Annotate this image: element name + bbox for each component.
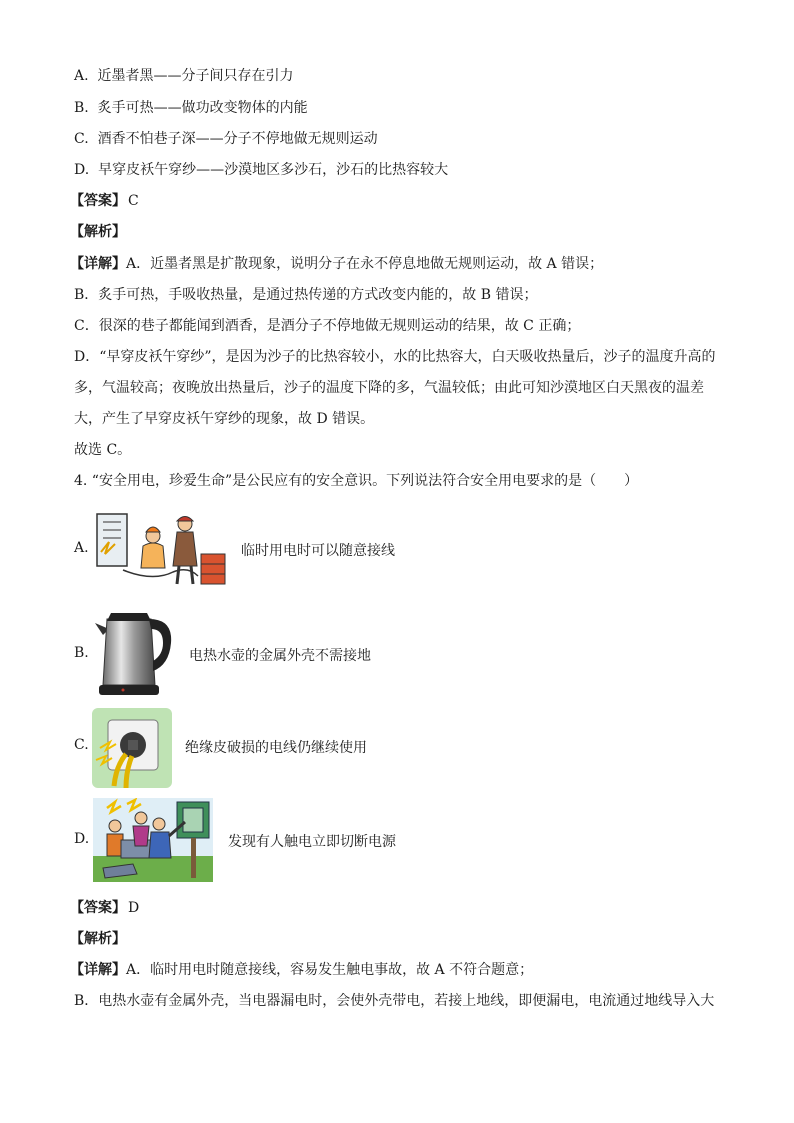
option-b-letter: B. — [74, 645, 89, 661]
detail-line: 多，气温较高；夜晚放出热量后，沙子的温度下降的多，气温较低；由此可知沙漠地区白天黑夜的温差 — [74, 380, 704, 396]
damaged-cord-socket-icon — [92, 708, 172, 788]
answer-tag: 【答案】 — [70, 900, 126, 916]
option-b: B. 炙手可热——做功改变物体的内能 — [74, 100, 308, 116]
analysis-heading: 【解析】 — [70, 931, 126, 947]
option-a-text: 临时用电时可以随意接线 — [241, 543, 395, 559]
option-d-letter: D. — [74, 831, 90, 847]
answer-value: D — [128, 900, 140, 916]
detail-line: D．“早穿皮袄午穿纱”，是因为沙子的比热容较小，水的比热容大，白天吸收热量后，沙子的温度升高的 — [74, 349, 716, 365]
option-d-text: 发现有人触电立即切断电源 — [228, 834, 396, 850]
answer-tag: 【答案】 — [70, 193, 126, 209]
detail-line: 【详解】A．近墨者黑是扩散现象，说明分子在永不停息地做无规则运动，故 A 错误； — [70, 256, 604, 272]
option-c-text: 绝缘皮破损的电线仍继续使用 — [185, 740, 367, 756]
option-d: D. 早穿皮袄午穿纱——沙漠地区多沙石，沙石的比热容较大 — [74, 162, 449, 178]
detail-line: B．炙手可热，手吸收热量，是通过热传递的方式改变内能的，故 B 错误； — [74, 287, 538, 303]
option-c: C. 酒香不怕巷子深——分子不停地做无规则运动 — [74, 131, 378, 147]
option-c-letter: C. — [74, 737, 89, 753]
electric-shock-rescue-icon — [93, 798, 213, 882]
analysis-heading: 【解析】 — [70, 224, 126, 240]
detail-line: C．很深的巷子都能闻到酒香，是酒分子不停地做无规则运动的结果，故 C 正确； — [74, 318, 581, 334]
option-a-letter: A. — [74, 540, 89, 556]
detail-tag: 【详解】 — [70, 962, 126, 978]
answer-line — [70, 898, 139, 918]
option-a: A. 近墨者黑——分子间只存在引力 — [74, 68, 294, 84]
answer-line — [70, 191, 139, 211]
electric-kettle-icon — [93, 605, 177, 699]
question-stem: 4. “安全用电，珍爱生命”是公民应有的安全意识。下列说法符合安全用电要求的是（ ） — [74, 473, 639, 489]
wiring-workers-icon — [93, 510, 233, 590]
detail-line: B．电热水壶有金属外壳，当电器漏电时，会使外壳带电，若接上地线，即便漏电，电流通过地线导入大 — [74, 993, 715, 1009]
detail-tag: 【详解】 — [70, 256, 126, 272]
option-b-text: 电热水壶的金属外壳不需接地 — [189, 648, 371, 664]
detail-line: 【详解】A．临时用电时随意接线，容易发生触电事故，故 A 不符合题意； — [70, 962, 534, 978]
answer-value: C — [128, 193, 139, 209]
detail-line: 大，产生了早穿皮袄午穿纱的现象，故 D 错误。 — [74, 411, 375, 427]
detail-line: 故选 C。 — [74, 442, 132, 458]
